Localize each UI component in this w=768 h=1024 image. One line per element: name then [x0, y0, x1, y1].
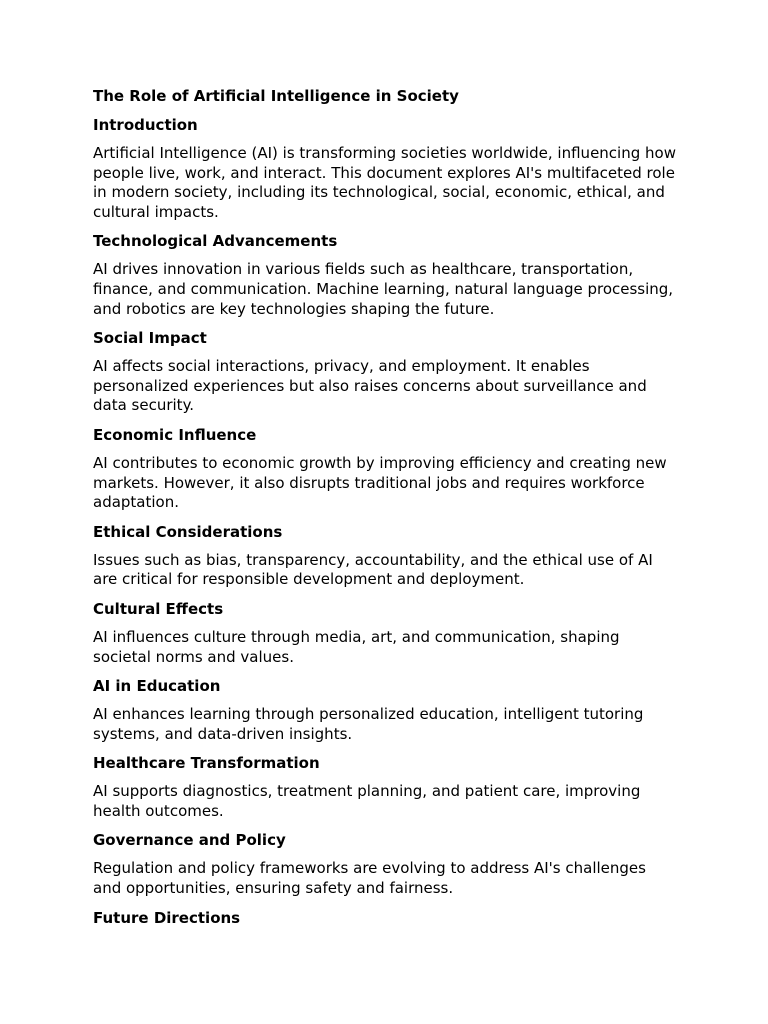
- section-governance-and-policy: [93, 830, 678, 898]
- section-heading: Economic Influence: [93, 425, 257, 444]
- section-body: AI influences culture through media, art, and communication, shaping societal norms and values.: [93, 627, 620, 666]
- section-introduction: [93, 115, 678, 222]
- section-heading: Ethical Considerations: [93, 522, 283, 541]
- section-body: AI contributes to economic growth by improving efficiency and creating new markets. However, it also disrupts traditional jobs and requires workforce adaptation.: [93, 453, 667, 512]
- section-body: Artificial Intelligence (AI) is transforming societies worldwide, influencing how people live, work, and interact. This document explores AI's multifaceted role in modern society, including its technological, social, economic, ethical, and cultural impacts.: [93, 144, 676, 221]
- section-heading: AI in Education: [93, 677, 221, 696]
- section-heading: Future Directions: [93, 908, 241, 927]
- section-body: AI supports diagnostics, treatment planning, and patient care, improving health outcomes.: [93, 782, 641, 820]
- section-heading: Healthcare Transformation: [93, 754, 320, 773]
- section-cultural-effects: [93, 599, 678, 667]
- section-heading: Social Impact: [93, 329, 207, 348]
- section-heading: Introduction: [93, 116, 198, 134]
- section-heading: Governance and Policy: [93, 831, 286, 850]
- section-economic-influence: [93, 425, 678, 513]
- section-body: AI enhances learning through personalized education, intelligent tutoring systems, and data-driven insights.: [93, 705, 644, 743]
- section-ai-in-education: [93, 676, 678, 744]
- section-body: Issues such as bias, transparency, accountability, and the ethical use of AI are critical for responsible development and deployment.: [93, 550, 653, 589]
- section-social-impact: [93, 328, 678, 416]
- section-heading: Technological Advancements: [93, 232, 338, 251]
- section-ethical-considerations: [93, 522, 678, 590]
- document-page: [93, 86, 678, 937]
- section-future-directions: [93, 908, 678, 928]
- section-technological-advancements: [93, 231, 678, 319]
- section-heading: Cultural Effects: [93, 599, 224, 618]
- section-body: AI drives innovation in various fields such as healthcare, transportation, finance, and communication. Machine learning, natural language processing, and robotics are key technologies shaping the future.: [93, 260, 674, 318]
- section-healthcare-transformation: [93, 753, 678, 821]
- section-body: Regulation and policy frameworks are evolving to address AI's challenges and opportunities, ensuring safety and fairness.: [93, 859, 646, 898]
- section-body: AI affects social interactions, privacy, and employment. It enables personalized experiences but also raises concerns about surveillance and data security.: [93, 357, 647, 415]
- document-title: The Role of Artificial Intelligence in Society: [93, 87, 459, 105]
